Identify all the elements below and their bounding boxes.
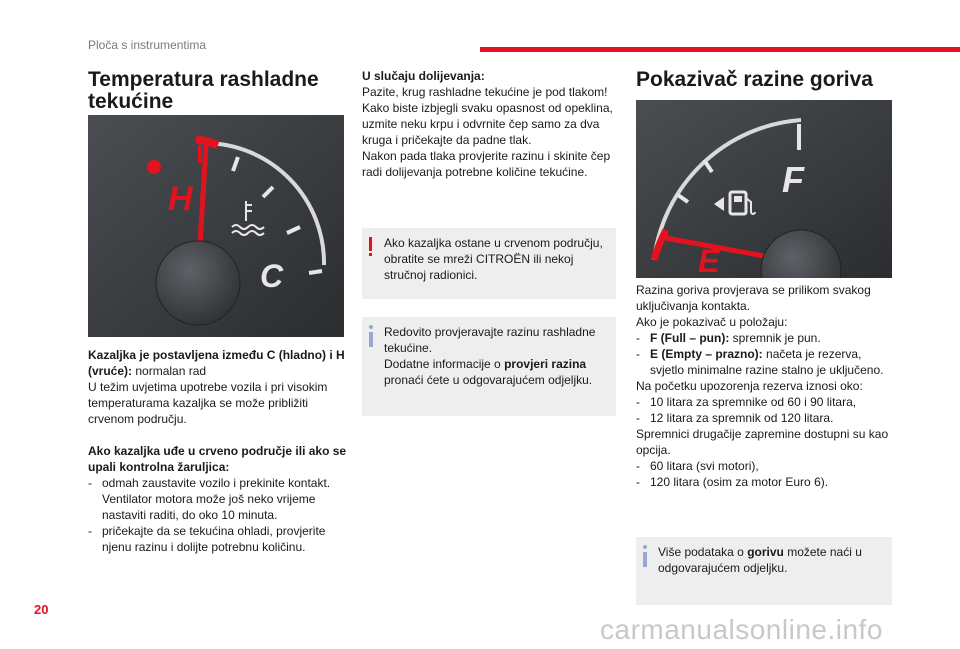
- coolant-title: Temperatura rashladne tekućine: [88, 68, 319, 113]
- coolant-normal-bold: Kazaljka je postavljena između C (hladno) i H (vruće):: [88, 348, 345, 378]
- list-item: - 120 litara (osim za motor Euro 6).: [636, 475, 829, 489]
- fuel-title: Pokazivač razine goriva: [636, 68, 873, 91]
- topping-up-text: Pazite, krug rashladne tekućine je pod tlakom! Kako biste izbjegli svaku opasnost od opeklina, uzmite neku krpu i odvrnite čep samo za dva kruga i pričekajte da padne tlak.: [362, 85, 613, 147]
- list-item: - odmah zaustavite vozilo i prekinite kontakt. Ventilator motora može još neko vrijeme nastaviti raditi, do oko 10 minuta.: [88, 476, 331, 522]
- gauge-empty-label: E: [698, 243, 720, 278]
- topping-up-text-2: Nakon pada tlaka provjerite razinu i skinite čep radi dolijevanja potrebne količine tekućine.: [362, 149, 611, 179]
- list-item: - 60 litara (svi motori),: [636, 459, 759, 473]
- info-box-fuel: Više podataka o gorivu možete naći u odgovarajućem odjeljku.: [636, 537, 892, 605]
- list-item: - 12 litara za spremnik od 120 litara.: [636, 411, 834, 425]
- coolant-red-zone-bold: Ako kazaljka uđe u crveno područje ili ako se upali kontrolna žaruljica:: [88, 444, 347, 474]
- list-item: - E (Empty – prazno): načeta je rezerva, svjetlo minimalne razine stalno je uključeno.: [636, 347, 884, 377]
- fuel-gauge-image: [636, 100, 892, 278]
- fuel-description: Razina goriva provjerava se prilikom svakog uključivanja kontakta. Ako je pokazivač u položaju: - F (Full – pun): spremnik je pun. - E (Empty – prazno): načeta je rezerva, svjetlo minimalne razine stalno je uključeno. Na početku upozorenja rezerva iznosi oko: - 10 litara za spremnike od 60 i 90 litara, - 12 litara za spremnik od 120 litara. Spremnici drugačije zapremine dostupni su kao opcija. - 60 litara (svi motori), - 120 litara (osim za motor Euro 6).: [636, 282, 896, 490]
- list-item: - pričekajte da se tekućina ohladi, provjerite njenu razinu i dolijte potrebnu količinu.: [88, 524, 326, 554]
- header-accent-bar: [480, 47, 960, 52]
- gauge-hot-label: H: [168, 180, 193, 218]
- warning-box: [362, 228, 616, 299]
- section-header-title: Ploča s instrumentima: [88, 38, 207, 52]
- info-icon: [369, 325, 373, 329]
- coolant-red-zone-section: [88, 443, 348, 555]
- coolant-conditions-text: U težim uvjetima upotrebe vozila i pri visokim temperaturama kazaljka se može približiti crvenom području.: [88, 380, 328, 426]
- topping-up-section: [362, 68, 618, 180]
- watermark: carmanualsonline.info: [600, 614, 883, 645]
- list-item: - 10 litara za spremnike od 60 i 90 litara,: [636, 395, 857, 409]
- coolant-gauge-image: [88, 115, 344, 337]
- coolant-normal-rest: normalan rad: [132, 364, 207, 378]
- coolant-normal-paragraph: [88, 347, 348, 427]
- page-number: 20: [34, 602, 49, 617]
- gauge-full-label: F: [782, 159, 804, 200]
- warning-box-text: Ako kazaljka ostane u crvenom području, obratite se mreži CITROËN ili nekoj stručnoj radionici.: [384, 236, 603, 282]
- info-box-coolant: Redovito provjeravajte razinu rashladne tekućine. Dodatne informacije o provjeri razina pronaći ćete u odgovarajućem odjeljku.: [362, 317, 616, 416]
- warning-icon: [369, 237, 372, 251]
- info-icon: [643, 545, 647, 549]
- topping-up-heading: U slučaju dolijevanja:: [362, 69, 485, 83]
- list-item: - F (Full – pun): spremnik je pun.: [636, 331, 821, 345]
- gauge-cold-label: C: [260, 258, 284, 294]
